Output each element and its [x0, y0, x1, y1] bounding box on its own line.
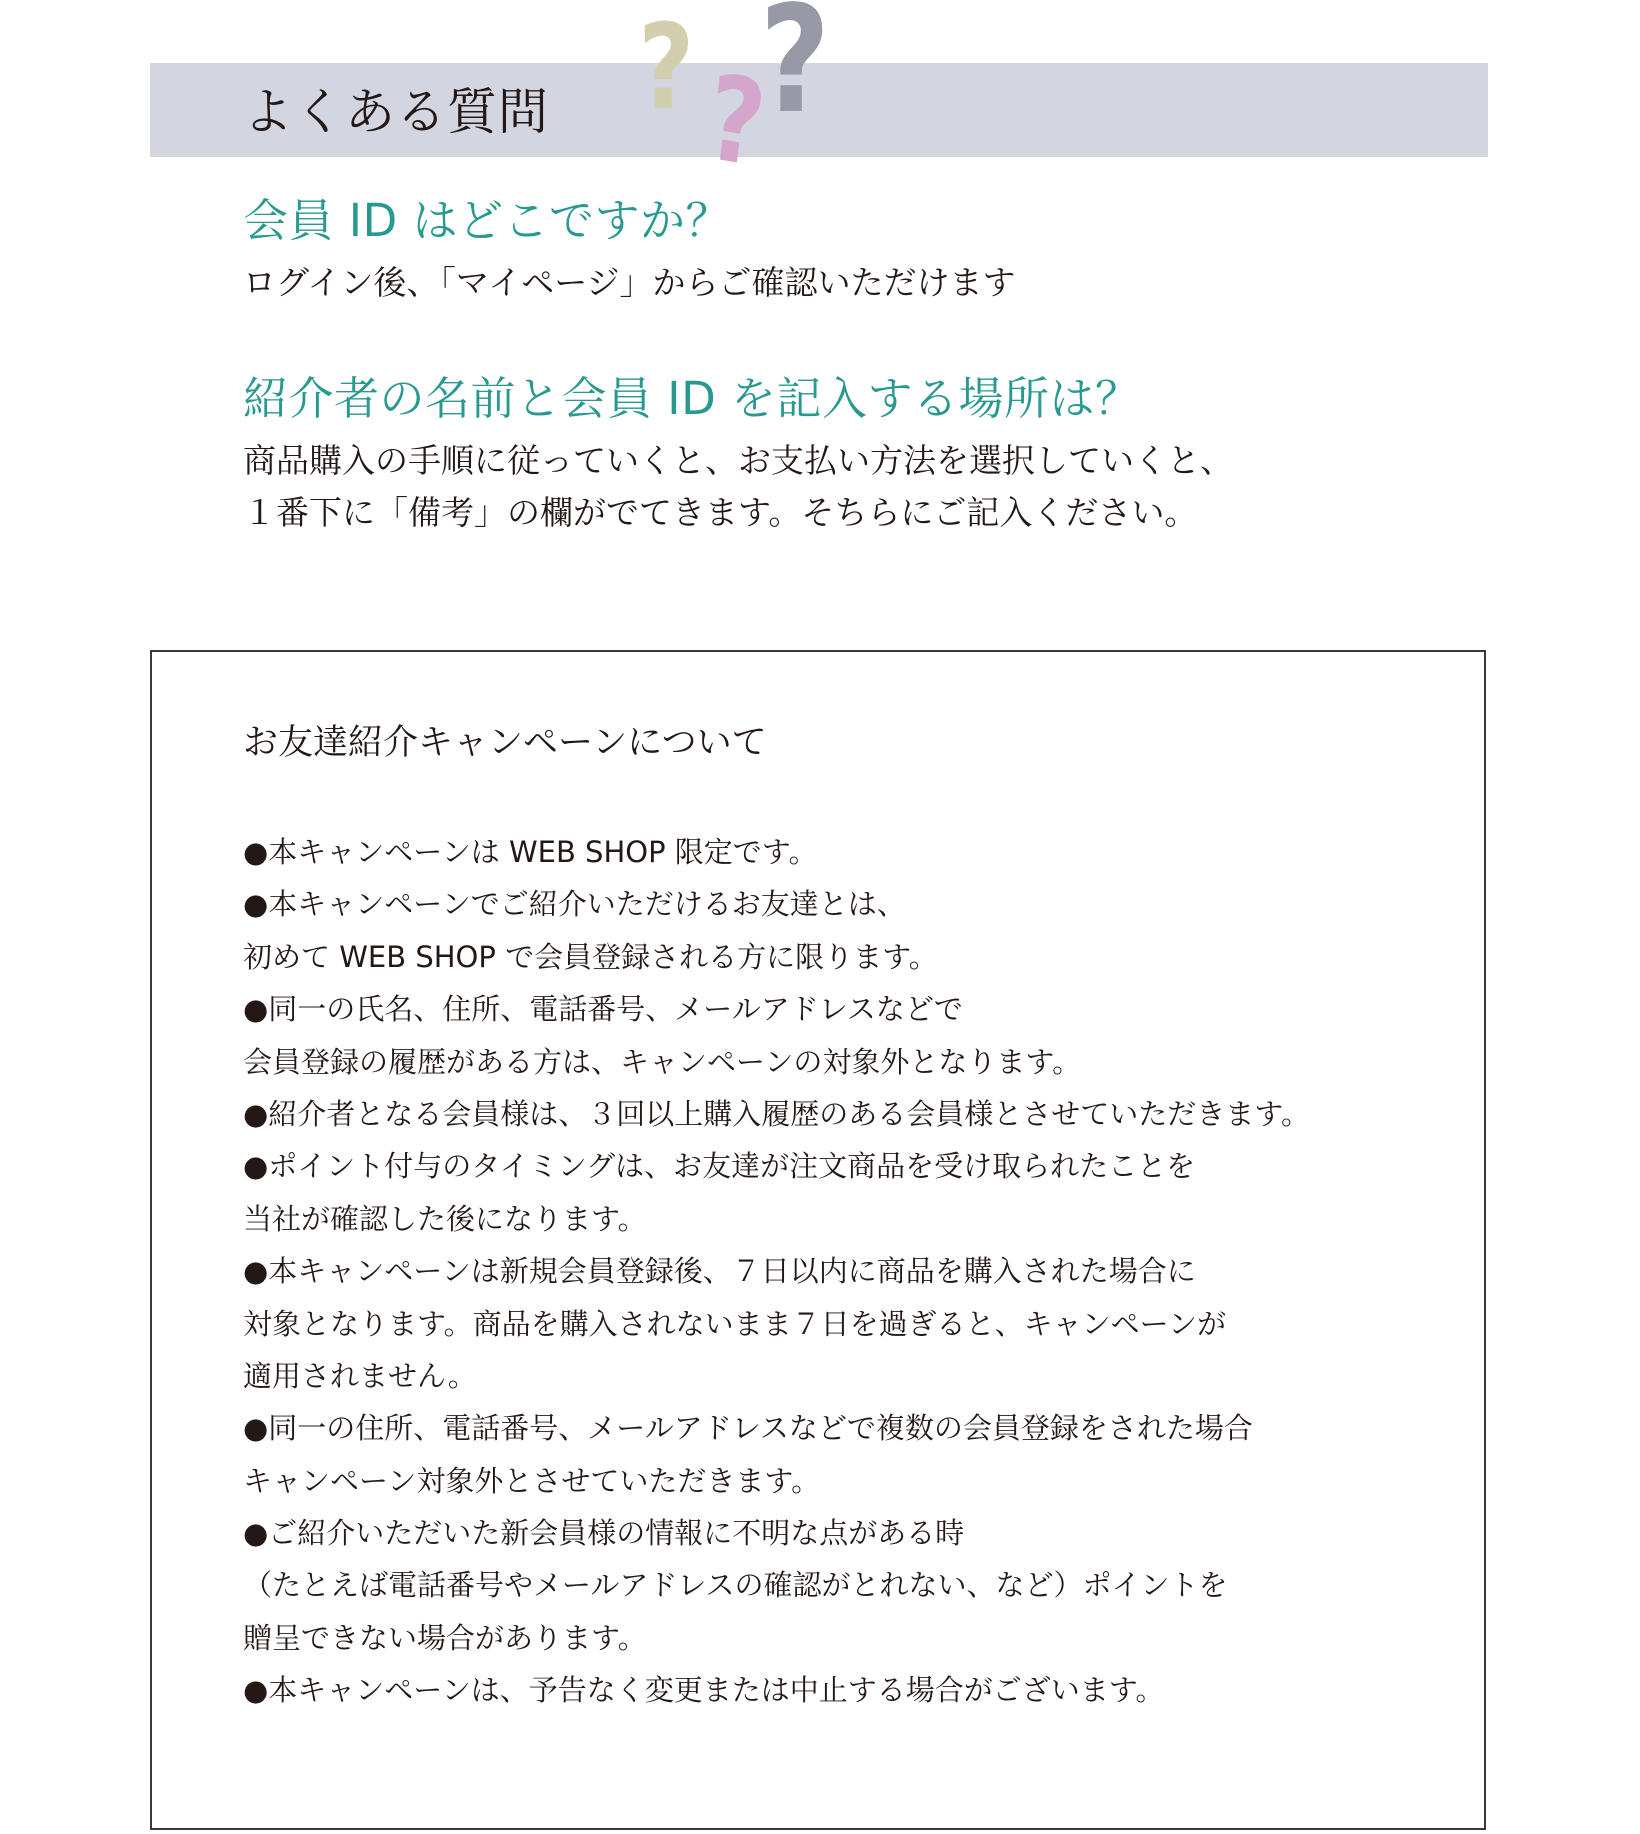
campaign-term-line: 当社が確認した後になります。 [243, 1201, 647, 1236]
campaign-term-line: 贈呈できない場合があります。 [243, 1620, 647, 1655]
question-mark-icon: ? [700, 47, 772, 195]
question-mark-icon: ? [759, 0, 831, 146]
campaign-term-line: 適用されません。 [243, 1358, 477, 1393]
question-mark-icon: ? [638, 0, 695, 136]
faq-answer: １番下に「備考」の欄がでてきます。そちらにご記入ください。 [243, 493, 1198, 532]
faq-question: 会員 ID はどこですか？ [243, 194, 732, 247]
campaign-term-line: ●本キャンペーンは新規会員登録後、７日以内に商品を購入された場合に [243, 1254, 1196, 1289]
campaign-term-line: ●同一の氏名、住所、電話番号、メールアドレスなどで [243, 992, 963, 1027]
faq-answer: ログイン後、「マイページ」からご確認いただけます [243, 263, 1016, 302]
campaign-term-line: ●本キャンペーンでご紹介いただけるお友達とは、 [243, 887, 906, 922]
campaign-term-line: ●ご紹介いただいた新会員様の情報に不明な点がある時 [243, 1516, 965, 1551]
campaign-term-line: ●同一の住所、電話番号、メールアドレスなどで複数の会員登録をされた場合 [243, 1411, 1253, 1446]
faq-question: 紹介者の名前と会員 ID を記入する場所は？ [243, 372, 1141, 425]
campaign-term-line: ●本キャンペーンは、予告なく変更または中止する場合がございます。 [243, 1673, 1165, 1708]
campaign-term-line: キャンペーン対象外とさせていただきます。 [243, 1463, 821, 1498]
faq-answer: 商品購入の手順に従っていくと、お支払い方法を選択していくと、 [243, 441, 1233, 480]
campaign-term-line: ●ポイント付与のタイミングは、お友達が注文商品を受け取られたことを [243, 1149, 1196, 1184]
campaign-term-line: 初めて WEB SHOP で会員登録される方に限ります。 [243, 939, 938, 974]
campaign-term-line: 会員登録の履歴がある方は、キャンペーンの対象外となります。 [243, 1044, 1082, 1079]
campaign-term-line: （たとえば電話番号やメールアドレスの確認がとれない、など）ポイントを [243, 1568, 1228, 1603]
faq-title: よくある質問 [243, 83, 549, 141]
campaign-terms-list [243, 826, 1310, 1717]
campaign-term-line: 対象となります。商品を購入されないまま７日を過ぎると、キャンペーンが [243, 1306, 1227, 1341]
campaign-title: お友達紹介キャンペーンについて [243, 723, 767, 763]
campaign-term-line: ●本キャンペーンは WEB SHOP 限定です。 [243, 835, 818, 869]
campaign-term-line: ●紹介者となる会員様は、３回以上購入履歴のある会員様とさせていただきます。 [243, 1096, 1310, 1131]
